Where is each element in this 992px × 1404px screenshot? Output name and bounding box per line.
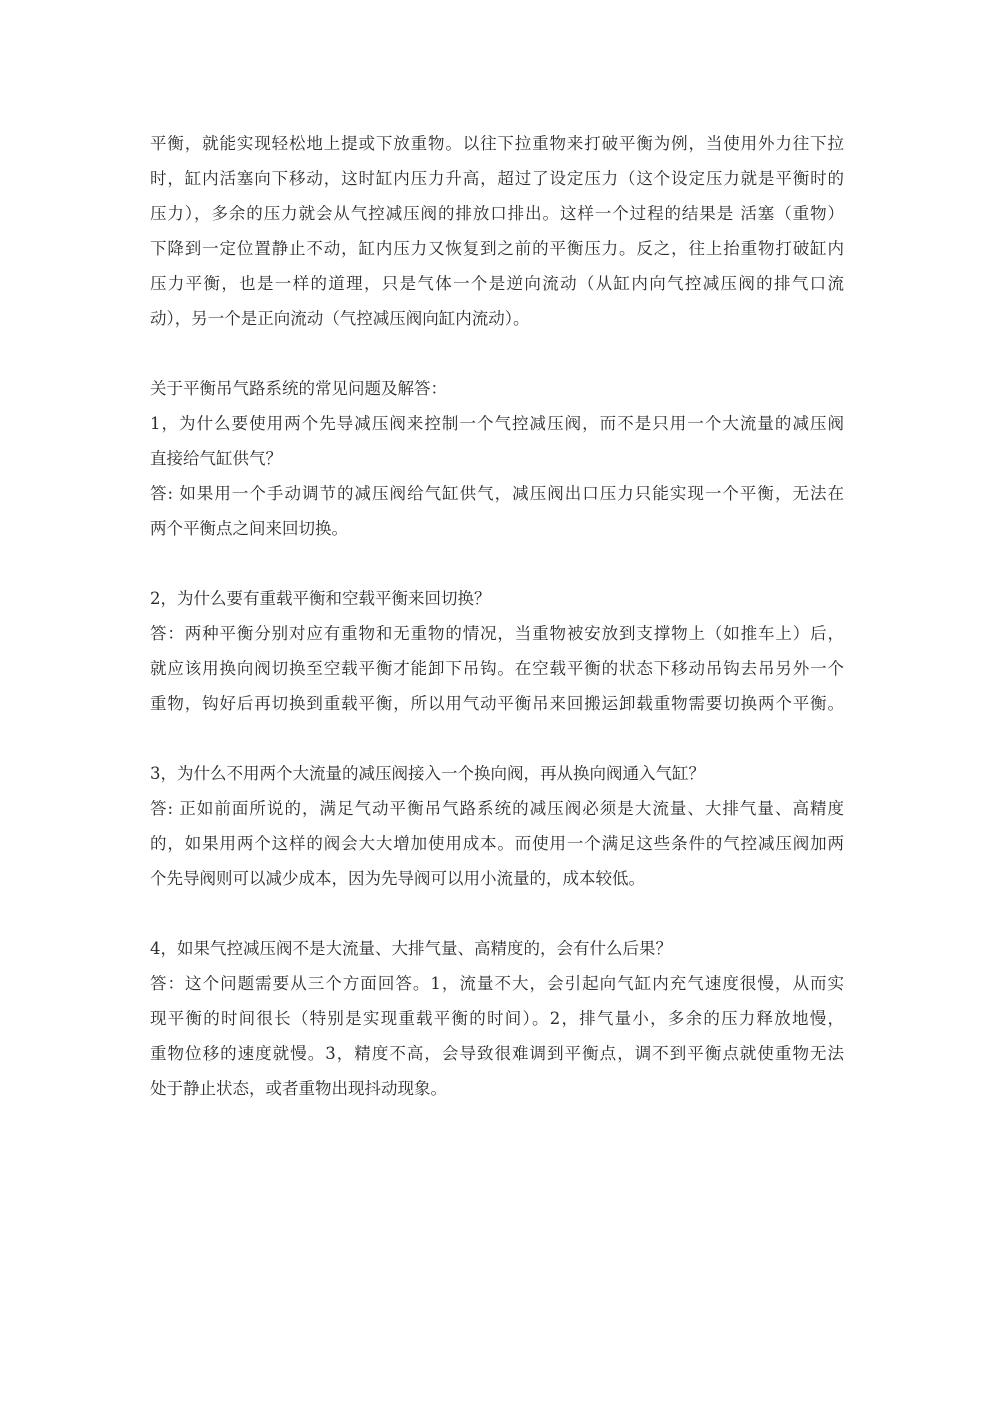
answer-line: 重物，钩好后再切换到重载平衡，所以用气动平衡吊来回搬运卸载重物需要切换两个平衡。: [150, 694, 844, 713]
question-line: 3，为什么不用两个大流量的减压阀接入一个换向阀，再从换向阀通入气缸？: [150, 764, 705, 783]
answer-line: 答: 如果用一个手动调节的减压阀给气缸供气，减压阀出口压力只能实现一个平衡，无法在: [150, 484, 844, 503]
text-line: 下降到一定位置静止不动，缸内压力又恢复到之前的平衡压力。反之，往上抬重物打破缸内: [150, 239, 844, 258]
faq-item-3: [150, 756, 844, 896]
paragraph-gap: [150, 896, 844, 931]
faq-item-2: [150, 581, 844, 721]
text-line: 压力平衡，也是一样的道理，只是气体一个是逆向流动（从缸内向气控减压阀的排气口流: [150, 274, 844, 293]
answer-line: 答：这个问题需要从三个方面回答。1，流量不大，会引起向气缸内充气速度很慢，从而实: [150, 974, 844, 993]
answer-line: 重物位移的速度就慢。3，精度不高，会导致很难调到平衡点，调不到平衡点就使重物无法: [150, 1044, 844, 1063]
paragraph-gap: [150, 336, 844, 371]
faq-item-4: [150, 931, 844, 1106]
document-body: [150, 126, 844, 1106]
paragraph-gap: [150, 546, 844, 581]
text-line: 动），另一个是正向流动（气控减压阀向缸内流动）。: [150, 309, 530, 328]
answer-line: 个先导阀则可以减少成本，因为先导阀可以用小流量的，成本较低。: [150, 869, 645, 888]
answer-line: 两个平衡点之间来回切换。: [150, 519, 348, 538]
question-line: 4，如果气控减压阀不是大流量、大排气量、高精度的，会有什么后果？: [150, 939, 672, 958]
answer-line: 的，如果用两个这样的阀会大大增加使用成本。而使用一个满足这些条件的气控减压阀加两: [150, 834, 844, 853]
question-line: 1，为什么要使用两个先导减压阀来控制一个气控减压阀，而不是只用一个大流量的减压阀: [150, 414, 844, 433]
text-line: 时，缸内活塞向下移动，这时缸内压力升高，超过了设定压力（这个设定压力就是平衡时的: [150, 169, 844, 188]
paragraph-gap: [150, 721, 844, 756]
answer-line: 现平衡的时间很长（特别是实现重载平衡的时间）。2，排气量小，多余的压力释放地慢，: [150, 1009, 844, 1028]
question-line: 直接给气缸供气？: [150, 449, 282, 468]
text-line: 平衡，就能实现轻松地上提或下放重物。以往下拉重物来打破平衡为例，当使用外力往下拉: [150, 134, 844, 153]
faq-item-1: [150, 406, 844, 546]
answer-line: 答：两种平衡分别对应有重物和无重物的情况，当重物被安放到支撑物上（如推车上）后，: [150, 624, 844, 643]
faq-title: 关于平衡吊气路系统的常见问题及解答：: [150, 379, 447, 398]
answer-line: 处于静止状态，或者重物出现抖动现象。: [150, 1079, 447, 1098]
intro-paragraph: [150, 126, 844, 336]
answer-line: 就应该用换向阀切换至空载平衡才能卸下吊钩。在空载平衡的状态下移动吊钩去吊另外一个: [150, 659, 844, 678]
question-line: 2，为什么要有重载平衡和空载平衡来回切换？: [150, 589, 491, 608]
text-line: 压力），多余的压力就会从气控减压阀的排放口排出。这样一个过程的结果是 活塞（重物）: [150, 204, 844, 223]
answer-line: 答: 正如前面所说的，满足气动平衡吊气路系统的减压阀必须是大流量、大排气量、高精度: [150, 799, 844, 818]
